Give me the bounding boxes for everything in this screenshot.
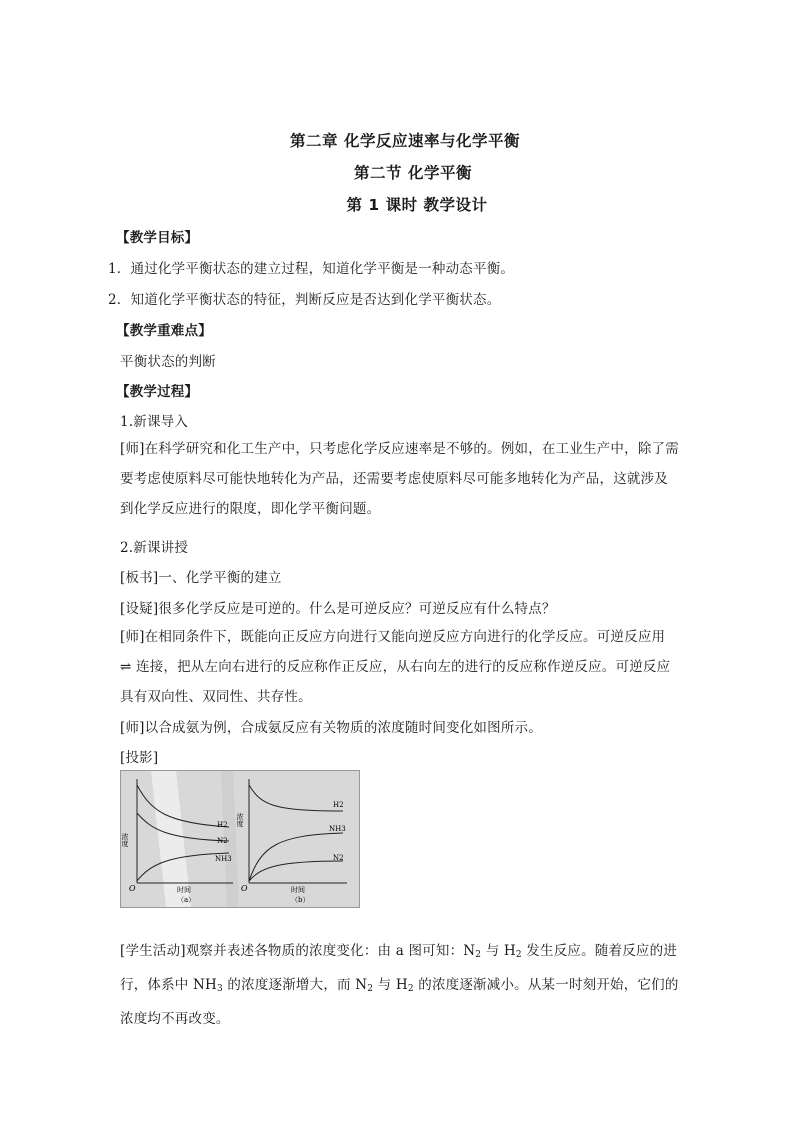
student-activity-paragraph: [学生活动]观察并表述各物质的浓度变化：由 a 图可知：$N_2$ 与 $H_2$ 发生反应。随着反应的进行，体系中 $NH_3$ 的浓度逐渐增大，而 $N_2$ 与 $H_2$ 的浓度逐渐减小。从某一时刻开始，它们的浓度均不再改变。 <box>120 943 679 1027</box>
intro-paragraph: [师]在科学研究和化工生产中，只考虑化学反应速率是不够的。例如，在工业生产中，除了需要考虑使原料尽可能快地转化为产品，还需要考虑使原料尽可能多地转化为产品，这就涉及到化学反应进行的限度，即化学平衡问题。 <box>120 441 679 517</box>
graph-a-label-n2: N2 <box>217 837 228 845</box>
projection-label: [投影] <box>120 750 159 766</box>
graph-b-curve-h2 <box>249 785 343 811</box>
step-1-label: 1.新课导入 <box>120 414 189 430</box>
lesson-title: 第 1 课时 教学设计 <box>346 196 488 214</box>
graph-b-label-n2: N2 <box>333 854 344 862</box>
process-heading: 【教学过程】 <box>116 384 199 400</box>
question-text: [设疑]很多化学反应是可逆的。什么是可逆反应？可逆反应有什么特点？ <box>120 601 556 617</box>
goal-item-1: 1．通过化学平衡状态的建立过程，知道化学平衡是一种动态平衡。 <box>108 261 515 277</box>
graph-b-label-h2: H2 <box>333 801 344 809</box>
concentration-time-figure <box>120 770 360 908</box>
concentration-graphs <box>121 771 359 907</box>
chapter-title: 第二章 化学反应速率与化学平衡 <box>290 132 520 150</box>
graph-a-curve-h2 <box>137 785 229 827</box>
graph-b-origin: O <box>241 884 248 893</box>
graph-a-origin: O <box>129 884 136 893</box>
graph-a-curve-n2 <box>137 813 229 841</box>
graph-a-ylabel: 浓度 <box>121 833 129 847</box>
key-points-heading: 【教学重难点】 <box>116 323 212 339</box>
reversible-paragraph: [师]在相同条件下，既能向正反应方向进行又能向逆反应方向进行的化学反应。可逆反应用 ⇌ 连接，把从左向右进行的反应称作正反应，从右向左的进行的反应称作逆反应。可逆反应具有双向性、双同性、共存性。 <box>120 629 671 705</box>
graph-b-curve-nh3 <box>249 833 343 881</box>
graph-a-label-nh3: NH3 <box>215 855 232 863</box>
key-points-text: 平衡状态的判断 <box>120 354 216 370</box>
section-title: 第二节 化学平衡 <box>354 164 472 182</box>
goal-item-2: 2．知道化学平衡状态的特征，判断反应是否达到化学平衡状态。 <box>108 292 501 308</box>
graph-b-label-nh3: NH3 <box>329 825 346 833</box>
example-paragraph: [师]以合成氨为例，合成氨反应有关物质的浓度随时间变化如图所示。 <box>120 720 542 736</box>
graph-a-xlabel: 时间 <box>177 886 191 894</box>
graph-b-caption: （b） <box>291 896 310 904</box>
graph-b <box>236 779 347 904</box>
graph-a-label-h2: H2 <box>217 821 228 829</box>
graph-a-caption: （a） <box>177 896 196 904</box>
graph-b-curve-n2 <box>249 861 343 881</box>
board-note: [板书]一、化学平衡的建立 <box>120 570 282 586</box>
step-2-label: 2.新课讲授 <box>120 540 189 556</box>
graph-b-xlabel: 时间 <box>291 886 305 894</box>
goals-heading: 【教学目标】 <box>116 230 199 246</box>
graph-b-ylabel: 浓度 <box>236 813 244 827</box>
